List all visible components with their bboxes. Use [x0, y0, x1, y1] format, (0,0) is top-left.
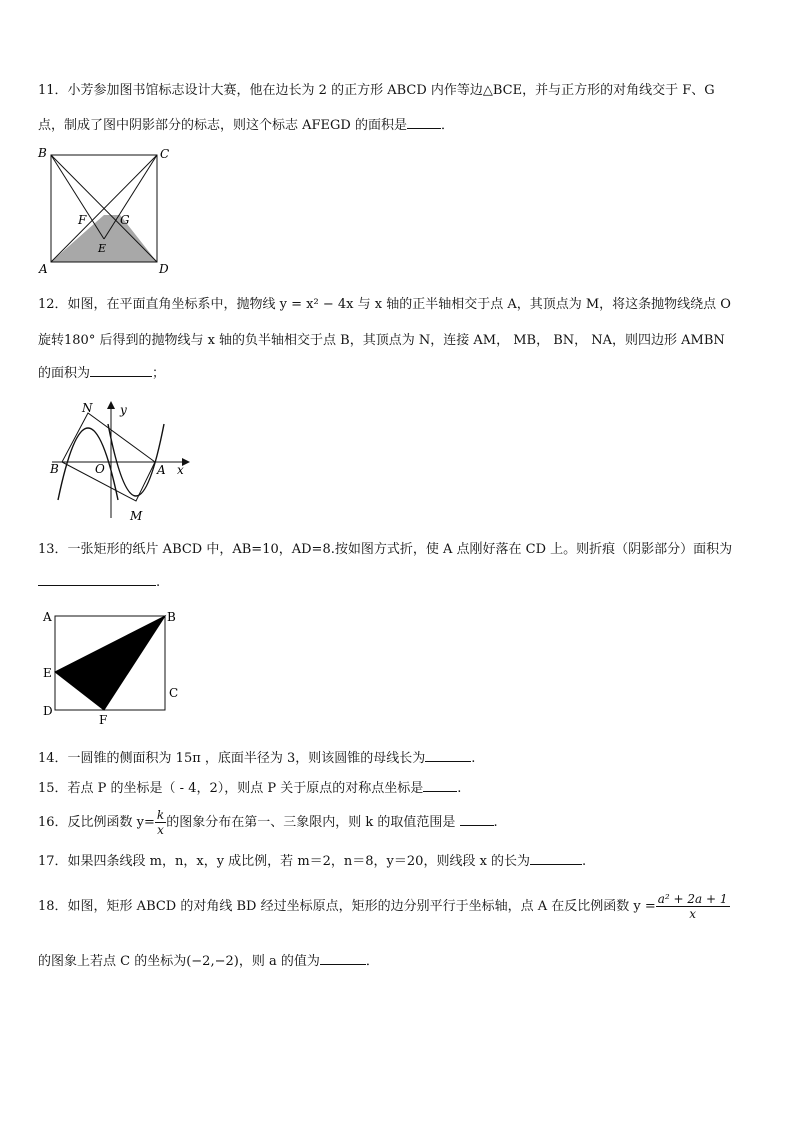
q13-label-f: F [99, 713, 108, 727]
q14-end: . [471, 751, 476, 766]
q11-label-g: G [120, 213, 130, 227]
q12-line3-text: 的面积为 [38, 366, 91, 381]
q15-answer-blank[interactable] [423, 779, 457, 792]
q18-fraction-den: x [689, 907, 697, 921]
q13-figure [40, 604, 190, 728]
q14-answer-blank[interactable] [425, 749, 471, 762]
q11-label-b: B [38, 146, 47, 160]
q11-answer-blank[interactable] [407, 116, 441, 129]
q16-end: . [493, 815, 498, 830]
q17-end: . [582, 854, 587, 869]
q12-end: ； [152, 366, 166, 381]
q11-figure [34, 144, 174, 278]
q11-label-e: E [98, 242, 107, 255]
q12-parabola-original [108, 424, 164, 496]
q16-post: 的图象分布在第一、三象限内，则 k 的取值范围是 [166, 815, 456, 830]
q12-line2: 旋转180° 后得到的抛物线与 x 轴的负半轴相交于点 B，其顶点为 N，连接 AM， MB， BN， NA，则四边形 AMBN [38, 333, 725, 348]
q12-label-o: O [95, 462, 105, 476]
q13-end: . [156, 575, 161, 590]
q11-label-a: A [39, 262, 48, 276]
q11-label-c: C [160, 147, 170, 161]
q12-label-a: A [157, 463, 166, 477]
q16-fraction-num: k [156, 808, 165, 822]
q12-label-y: y [120, 403, 127, 417]
q17-answer-blank[interactable] [530, 852, 582, 865]
q16-line [38, 806, 498, 840]
q18-line2 [38, 952, 379, 971]
q12-label-b: B [50, 462, 59, 476]
q18-line1 [38, 890, 730, 924]
q13-label-c: C [169, 686, 179, 700]
q18-fraction [656, 892, 730, 921]
q12-parabola-rotated [58, 428, 118, 500]
q11-line2-text: 点，制成了图中阴影部分的标志，则这个标志 AFEGD 的面积是 [38, 118, 407, 133]
q11-label-f: F [78, 213, 87, 227]
q16-answer-blank[interactable] [460, 813, 494, 826]
q18-line2-text: 的图象上若点 C 的坐标为(−2,−2)，则 a 的值为 [38, 954, 320, 969]
q15-end: . [457, 781, 462, 796]
q15-line [38, 779, 461, 798]
q11-label-d: D [159, 262, 169, 276]
q11-line2 [38, 116, 454, 135]
q14-text: 14．一圆锥的侧面积为 15π ，底面半径为 3，则该圆锥的母线长为 [38, 751, 426, 766]
q18-line1-text: 18．如图，矩形 ABCD 的对角线 BD 经过坐标原点，矩形的边分别平行于坐标轴，点 A 在反比例函数 y = [38, 899, 656, 914]
q18-fraction-num: a² + 2a + 1 [657, 892, 728, 906]
q16-fraction-den: x [157, 823, 164, 837]
q18-end: ． [365, 954, 379, 969]
q13-label-a: A [43, 610, 52, 624]
q16-pre: 16．反比例函数 y= [38, 815, 155, 830]
q12-label-x: x [177, 463, 184, 477]
q12-answer-blank[interactable] [90, 364, 152, 377]
q12-line3 [38, 364, 165, 383]
q12-figure [44, 396, 200, 526]
q11-line1: 11．小芳参加图书馆标志设计大赛，他在边长为 2 的正方形 ABCD 内作等边△BCE，并与正方形的对角线交于 F、G [38, 83, 715, 98]
q18-answer-blank[interactable] [320, 952, 366, 965]
q11-side-ce [104, 155, 157, 239]
q13-label-d: D [43, 704, 53, 718]
q13-label-e: E [43, 666, 52, 680]
q13-fold-crease-shaded [55, 616, 165, 710]
q17-text: 17．如果四条线段 m，n，x，y 成比例，若 m＝2，n＝8，y＝20，则线段 x 的长为 [38, 854, 531, 869]
q12-line1: 12．如图，在平面直角坐标系中，抛物线 y = x² − 4x 与 x 轴的正半轴相交于点 A，其顶点为 M，将这条抛物线绕点 O [38, 297, 731, 312]
q13-label-b: B [167, 610, 176, 624]
q12-label-m: M [130, 509, 143, 523]
q15-text: 15．若点 P 的坐标是（ - 4，2），则点 P 关于原点的对称点坐标是 [38, 781, 424, 796]
q12-label-n: N [82, 401, 93, 415]
q13-answer-blank[interactable] [38, 573, 156, 586]
q13-line1: 13．一张矩形的纸片 ABCD 中，AB=10，AD=8.按如图方式折，使 A 点刚好落在 CD 上。则折痕（阴影部分）面积为 [38, 542, 733, 557]
q11-end: ． [440, 118, 454, 133]
q16-fraction [155, 808, 166, 837]
q13-line2 [38, 573, 160, 592]
q14-line [38, 749, 475, 768]
q17-line [38, 852, 586, 871]
